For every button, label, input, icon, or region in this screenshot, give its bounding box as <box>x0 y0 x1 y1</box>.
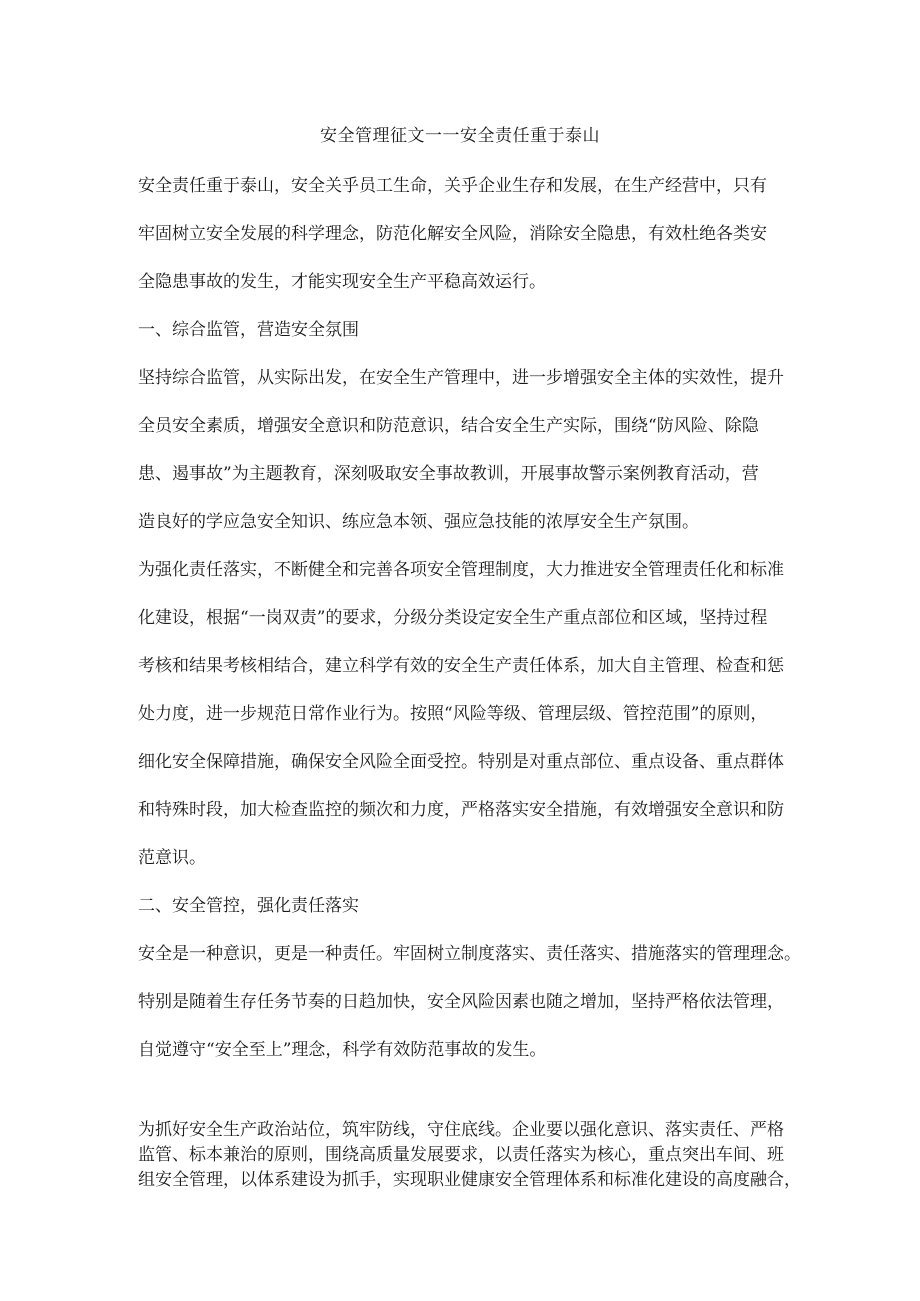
paragraph-intro <box>138 162 798 306</box>
section-heading-text: 一、综合监管，营造安全氛围 <box>138 320 359 340</box>
paragraph-line: 自觉遵守“安全至上”理念，科学有效防范事故的发生。 <box>138 1040 547 1060</box>
paragraph-line: 全员安全素质，增强安全意识和防范意识，结合安全生产实际，围绕“防风险、除隐 <box>138 416 759 436</box>
paragraph-line: 处力度，进一步规范日常作业行为。按照“风险等级、管理层级、管控范围”的原则， <box>138 704 768 724</box>
paragraph-line: 为强化责任落实，不断健全和完善各项安全管理制度，大力推进安全管理责任化和标准 <box>138 560 784 580</box>
paragraph-line: 安全是一种意识，更是一种责任。牢固树立制度落实、责任落实、措施落实的管理理念。 <box>138 944 801 964</box>
paragraph-line: 牢固树立安全发展的科学理念，防范化解安全风险，消除安全隐患，有效杜绝各类安 <box>138 224 767 244</box>
paragraph-line: 考核和结果考核相结合，建立科学有效的安全生产责任体系，加大自主管理、检查和惩 <box>138 656 784 676</box>
paragraph-control <box>138 930 801 1074</box>
paragraph-line: 为抓好安全生产政治站位，筑牢防线，守住底线。企业要以强化意识、落实责任、严格 <box>138 1120 784 1140</box>
paragraph-line: 和特殊时段，加大检查监控的频次和力度，严格落实安全措施，有效增强安全意识和防 <box>138 800 784 820</box>
paragraph-political <box>138 1118 801 1193</box>
paragraph-line: 组安全管理，以体系建设为抓手，实现职业健康安全管理体系和标准化建设的高度融合， <box>138 1170 801 1190</box>
paragraph-line: 全隐患事故的发生，才能实现安全生产平稳高效运行。 <box>138 272 546 292</box>
section-heading-1 <box>138 306 798 354</box>
paragraph-line: 监管、标本兼治的原则，围绕高质量发展要求，以责任落实为核心，重点突出车间、班 <box>138 1145 784 1165</box>
section-heading-text: 二、安全管控，强化责任落实 <box>138 896 359 916</box>
paragraph-line: 化建设，根据“一岗双责”的要求，分级分类设定安全生产重点部位和区域，坚持过程 <box>138 608 768 628</box>
paragraph-responsibility <box>138 546 798 882</box>
document-title: 安全管理征文一一安全责任重于泰山 <box>320 126 600 146</box>
paragraph-line: 患、遏事故”为主题教育，深刻吸取安全事故教训，开展事故警示案例教育活动，营 <box>138 464 759 484</box>
paragraph-line: 特别是随着生存任务节奏的日趋加快，安全风险因素也随之增加，坚持严格依法管理， <box>138 992 784 1012</box>
paragraph-line: 坚持综合监管，从实际出发，在安全生产管理中，进一步增强安全主体的实效性，提升 <box>138 368 784 388</box>
paragraph-line: 范意识。 <box>138 848 206 868</box>
section-heading-2 <box>138 882 798 930</box>
paragraph-line: 造良好的学应急安全知识、练应急本领、强应急技能的浓厚安全生产氛围。 <box>138 512 699 532</box>
paragraph-supervision <box>138 354 798 546</box>
paragraph-line: 细化安全保障措施，确保安全风险全面受控。特别是对重点部位、重点设备、重点群体 <box>138 752 784 772</box>
paragraph-line: 安全责任重于泰山，安全关乎员工生命，关乎企业生存和发展，在生产经营中，只有 <box>138 176 767 196</box>
